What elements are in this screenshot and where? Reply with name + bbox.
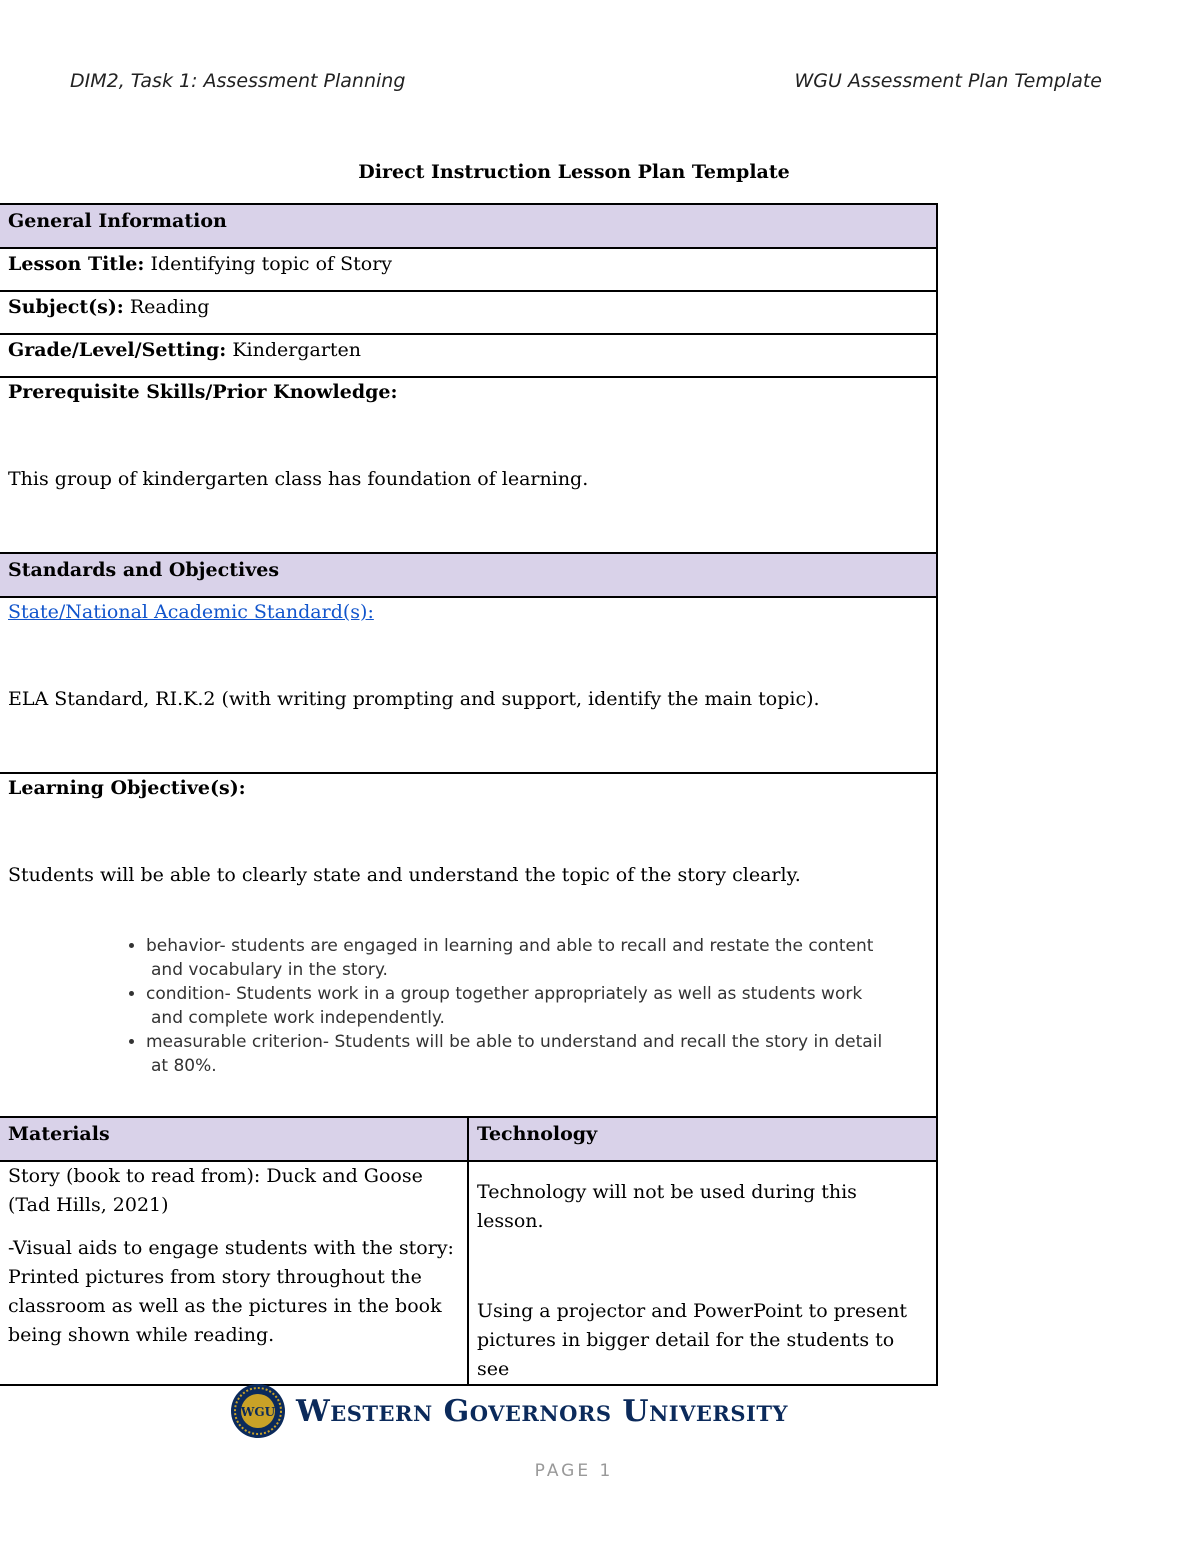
grade-value: Kindergarten — [232, 339, 362, 361]
technology-cell — [468, 1161, 937, 1385]
section-standards-objectives — [0, 553, 937, 597]
seal-monogram: WGU — [240, 1405, 276, 1419]
logo-wordmark: Western Governors University — [296, 1393, 788, 1429]
header-left-text: DIM2, Task 1: Assessment Planning — [70, 70, 406, 92]
prereq-value: This group of kindergarten class has foundation of learning. — [8, 468, 589, 490]
grade-row — [0, 334, 937, 377]
section-heading: Standards and Objectives — [0, 553, 937, 597]
header-right-text: WGU Assessment Plan Template — [794, 70, 1102, 92]
page-number: PAGE 1 — [534, 1461, 614, 1481]
section-materials-technology — [0, 1117, 937, 1161]
list-item: • measurable criterion- Students will be able to understand and recall the story in detail at 80%. — [146, 1030, 928, 1078]
subjects-value: Reading — [129, 296, 210, 318]
subjects-label: Subject(s): — [8, 296, 124, 318]
objectives-row — [0, 773, 937, 1117]
technology-text: Using a projector and PowerPoint to present pictures in bigger detail for the students to see — [477, 1300, 908, 1380]
lesson-plan-table — [0, 203, 938, 1386]
list-item: • behavior- students are engaged in learning and able to recall and restate the content and vocabulary in the story. — [146, 934, 928, 982]
wgu-logo — [230, 1383, 788, 1439]
prereq-label: Prerequisite Skills/Prior Knowledge: — [8, 381, 398, 403]
objective-label: Learning Objective(s): — [8, 777, 246, 799]
subjects-row — [0, 291, 937, 334]
standards-link[interactable]: State/National Academic Standard(s): — [8, 601, 374, 623]
lesson-title-row — [0, 248, 937, 291]
materials-item: Story (book to read from): Duck and Goose (Tad Hills, 2021) — [8, 1165, 423, 1216]
wgu-seal-icon — [230, 1383, 286, 1439]
standard-value: ELA Standard, RI.K.2 (with writing prompting and support, identify the main topic). — [8, 688, 820, 710]
materials-technology-row — [0, 1161, 937, 1385]
lesson-title-label: Lesson Title: — [8, 253, 145, 275]
list-item: • condition- Students work in a group together appropriately as well as students work and complete work independently. — [146, 982, 928, 1030]
materials-heading: Materials — [0, 1117, 468, 1161]
objective-bullet-list — [8, 934, 928, 1078]
grade-label: Grade/Level/Setting: — [8, 339, 227, 361]
technology-text: Technology will not be used during this lesson. — [477, 1181, 857, 1232]
section-general-information — [0, 204, 937, 248]
document-title: Direct Instruction Lesson Plan Template — [358, 161, 790, 183]
section-heading: General Information — [0, 204, 937, 248]
technology-heading: Technology — [468, 1117, 937, 1161]
lesson-title-value: Identifying topic of Story — [150, 253, 393, 275]
objective-value: Students will be able to clearly state and understand the topic of the story clearly. — [8, 864, 801, 886]
materials-item: -Visual aids to engage students with the story: Printed pictures from story throughout the classroom as well as the pictures in the book being shown while reading. — [8, 1237, 454, 1346]
standards-row — [0, 597, 937, 773]
materials-cell — [0, 1161, 468, 1385]
prereq-row — [0, 377, 937, 553]
